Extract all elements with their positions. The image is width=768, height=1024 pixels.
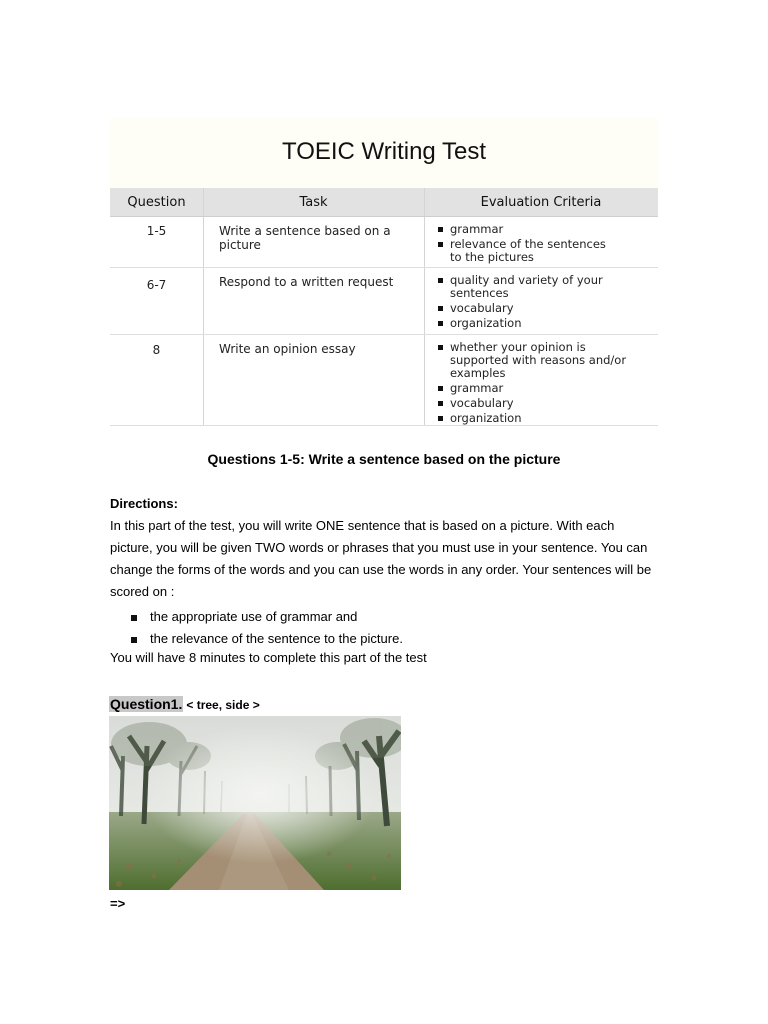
criteria-item: whether your opinion is supported with reasons and/or examples	[438, 341, 640, 380]
header-evaluation-criteria: Evaluation Criteria	[480, 194, 602, 210]
header-task: Task	[203, 188, 425, 216]
question-words: < tree, side >	[186, 698, 260, 712]
table-header-row	[110, 188, 658, 217]
scoring-criteria-list	[131, 606, 403, 650]
list-item: the appropriate use of grammar and	[131, 606, 403, 628]
task-description: Write a sentence based on a picture	[219, 224, 391, 252]
section-title: Questions 1-5: Write a sentence based on the picture	[207, 451, 561, 467]
foggy-park-path-photo	[109, 716, 401, 890]
criteria-item: grammar	[438, 223, 658, 236]
criteria-item: organization	[438, 412, 658, 425]
table-row	[110, 335, 658, 426]
time-note: You will have 8 minutes to complete this part of the test	[110, 650, 427, 665]
criteria-list	[424, 217, 658, 264]
table-title: TOEIC Writing Test	[281, 138, 487, 165]
question-number: 1-5	[146, 224, 167, 238]
criteria-item: organization	[438, 317, 658, 330]
question-heading	[109, 696, 260, 712]
task-description: Respond to a written request	[219, 275, 394, 289]
criteria-item: grammar	[438, 382, 658, 395]
question-number: 8	[152, 343, 161, 357]
list-item: the relevance of the sentence to the picture.	[131, 628, 403, 650]
photo-image	[109, 716, 401, 890]
criteria-item: relevance of the sentences to the pictures	[438, 238, 610, 264]
directions-label: Directions:	[110, 496, 178, 511]
task-description: Write an opinion essay	[219, 342, 356, 356]
criteria-item: vocabulary	[438, 397, 658, 410]
question-label: Question1.	[110, 696, 183, 712]
table-row	[110, 217, 658, 268]
directions-text: In this part of the test, you will write ONE sentence that is based on a picture. With each picture, you will be given TWO words or phrases that you must use in your sentence. You can change the forms of the words and you can use the words in any order. Your sentences will be scored on :	[110, 518, 652, 599]
toeic-writing-test-table	[110, 118, 658, 426]
header-question: Question	[110, 188, 204, 216]
answer-prompt: =>	[110, 896, 126, 911]
question-number: 6-7	[146, 278, 167, 292]
table-row	[110, 268, 658, 335]
criteria-list	[424, 268, 658, 330]
criteria-item: quality and variety of your sentences	[438, 274, 658, 300]
criteria-list	[424, 335, 658, 425]
criteria-item: vocabulary	[438, 302, 658, 315]
